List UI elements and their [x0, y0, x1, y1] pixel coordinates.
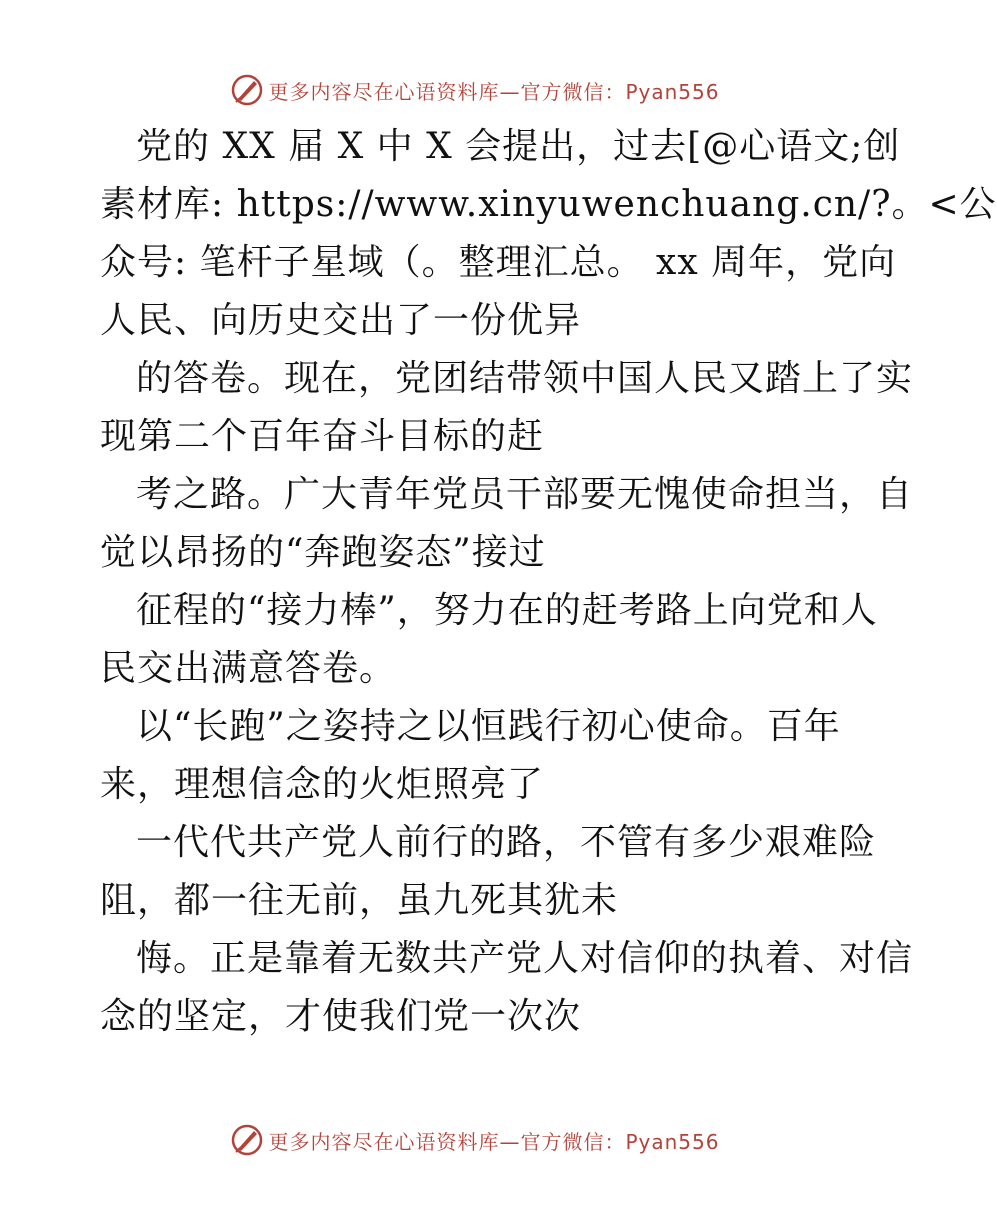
quill-pen-icon: [230, 1123, 264, 1157]
header-banner-text: 更多内容尽在心语资料库—官方微信：Pyan556: [268, 79, 720, 104]
body-line: 觉以昂扬的“奔跑姿态”接过: [100, 532, 546, 573]
body-line: 众号: 笔杆子星域（。整理汇总。 xx 周年，党向: [100, 242, 897, 283]
body-line: 现第二个百年奋斗目标的赶: [100, 416, 545, 457]
body-line: 以“长跑”之姿持之以恒践行初心使命。百年: [136, 706, 841, 747]
body-line: 来，理想信念的火炬照亮了: [100, 764, 545, 805]
quill-pen-icon: [230, 73, 264, 107]
footer-banner-text: 更多内容尽在心语资料库—官方微信：Pyan556: [268, 1129, 720, 1154]
body-line: 民交出满意答卷。: [100, 648, 397, 689]
header-banner: [0, 70, 950, 110]
body-line: 的答卷。现在，党团结带领中国人民又踏上了实: [136, 358, 914, 399]
document-body: [100, 118, 997, 1046]
body-line: 素材库: https://www.xinyuwenchuang.cn/?。<公: [100, 184, 997, 225]
body-line: 考之路。广大青年党员干部要无愧使命担当，自: [136, 474, 914, 515]
footer-banner: [0, 1120, 950, 1160]
body-line: 党的 XX 届 X 中 X 会提出，过去[@心语文;创: [136, 126, 901, 167]
body-line: 人民、向历史交出了一份优异: [100, 300, 582, 341]
body-line: 阻，都一往无前，虽九死其犹未: [100, 880, 619, 921]
body-line: 一代代共产党人前行的路，不管有多少艰难险: [136, 822, 877, 863]
body-line: 征程的“接力棒”，努力在的赶考路上向党和人: [136, 590, 878, 631]
body-line: 悔。正是靠着无数共产党人对信仰的执着、对信: [136, 938, 914, 979]
body-line: 念的坚定，才使我们党一次次: [100, 996, 582, 1037]
